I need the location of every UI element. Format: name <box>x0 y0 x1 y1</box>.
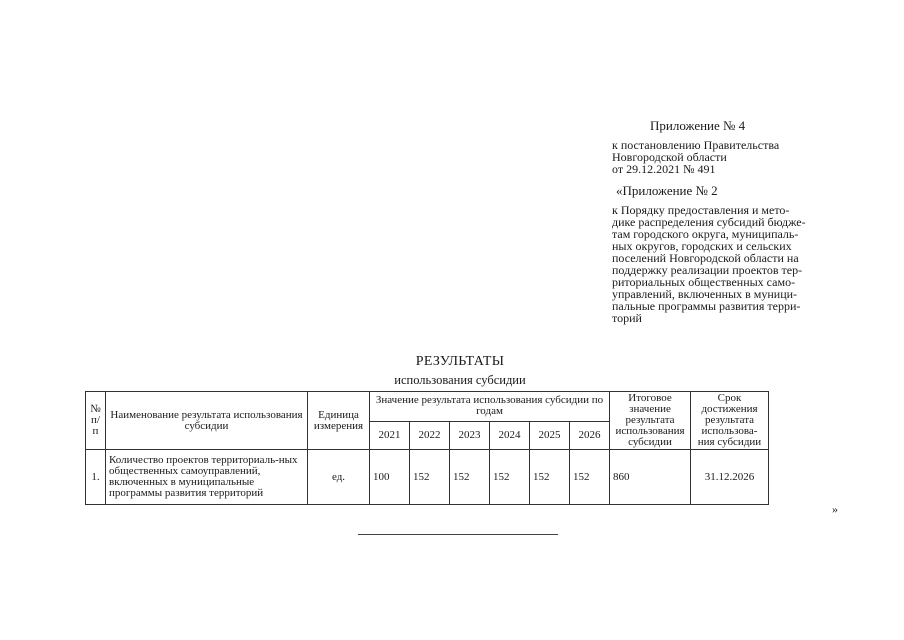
document-subtitle: использования субсидии <box>394 373 526 387</box>
row-value: 152 <box>570 450 610 505</box>
row-deadline: 31.12.2026 <box>691 450 769 505</box>
row-value: 152 <box>490 450 530 505</box>
row-total: 860 <box>610 450 691 505</box>
appendix-block <box>612 120 844 324</box>
appendix-line: от 29.12.2021 № 491 <box>612 162 716 176</box>
appendix-line: к постановлению Правительства <box>612 138 780 152</box>
header-year: 2025 <box>530 421 570 450</box>
row-value: 152 <box>450 450 490 505</box>
appendix2-title: «Приложение № 2 <box>616 183 718 198</box>
appendix-line: Новгородской области <box>612 150 727 164</box>
appendix-reference <box>612 139 844 175</box>
row-name: Количество проектов территориаль-ных общественных самоуправлений, включенных в муниципальные программы развития территорий <box>106 450 308 505</box>
header-year: 2023 <box>450 421 490 450</box>
appendix2-text: к Порядку предоставления и мето- дике распределения субсидий бюдже- там городского округа, муниципаль- ных округов, городских и сельских поселений Новгородской области на поддержку реализации проектов тер- риториальных общественных само- управлений, включенных в муници- пальные программы развития терри- торий <box>612 203 806 325</box>
header-unit: Единица измерения <box>308 392 370 450</box>
appendix-title: Приложение № 4 <box>650 118 746 133</box>
row-value: 152 <box>410 450 450 505</box>
header-name: Наименование результата использования субсидии <box>106 392 308 450</box>
header-year: 2026 <box>570 421 610 450</box>
header-year: 2024 <box>490 421 530 450</box>
closing-quote: » <box>832 502 838 516</box>
row-num: 1. <box>86 450 106 505</box>
header-num: № п/п <box>86 392 106 450</box>
header-total: Итоговое значение результата использования субсидии <box>610 392 691 450</box>
header-deadline: Срок достижения результата использова-ния субсидии <box>691 392 769 450</box>
row-value: 100 <box>370 450 410 505</box>
row-unit: ед. <box>308 450 370 505</box>
table-row <box>86 450 769 505</box>
footer-divider <box>358 534 558 535</box>
header-year: 2022 <box>410 421 450 450</box>
header-year: 2021 <box>370 421 410 450</box>
header-values-group: Значение результата использования субсидии по годам <box>370 392 610 422</box>
document-title: РЕЗУЛЬТАТЫ <box>415 354 505 369</box>
results-table <box>85 391 769 505</box>
row-value: 152 <box>530 450 570 505</box>
